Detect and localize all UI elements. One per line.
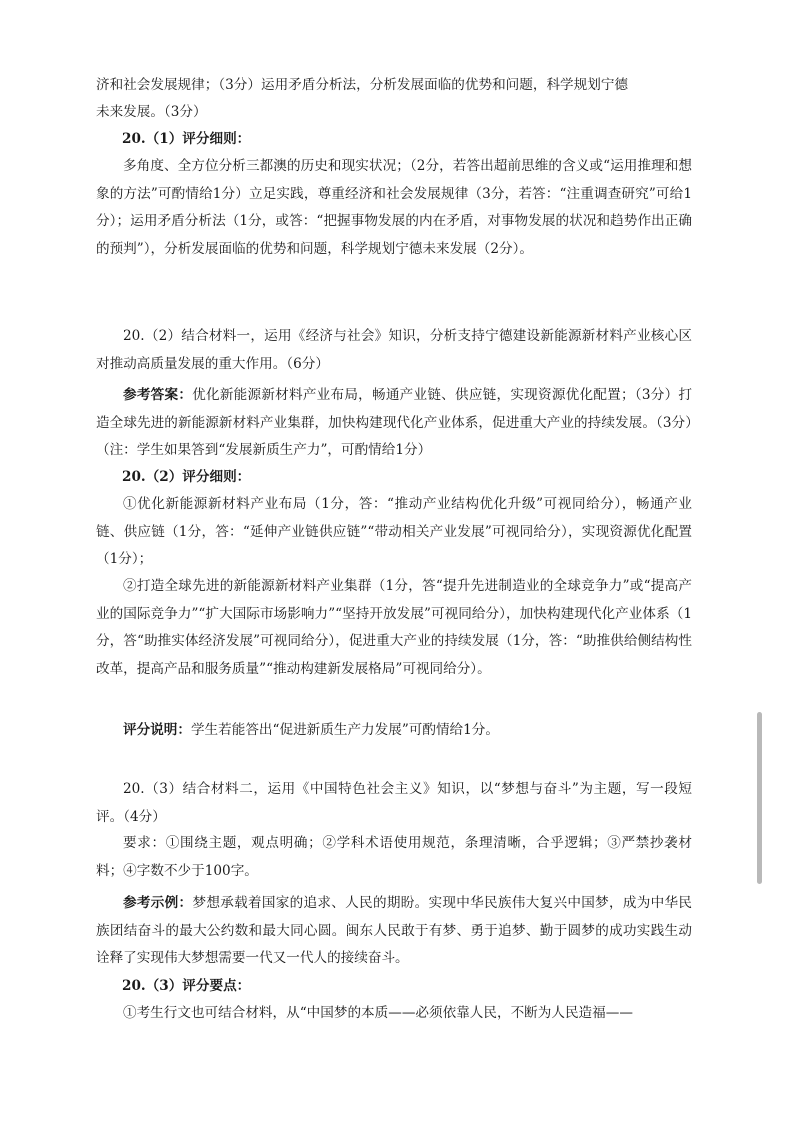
q20-2-answer-text: 优化新能源新材料产业布局，畅通产业链、供应链，实现资源优化配置；（3分）打造全球先进的新能源新材料产业集群，加快构建现代化产业体系，促进重大产业的持续发展。（3分）（注：学生如果答到“发展新质生产力”，可酌情给1分） bbox=[96, 387, 692, 458]
q20-2-rubric-item2: ②打造全球先进的新能源新材料产业集群（1分，答“提升先进制造业的全球竞争力”或“提高产业的国际竞争力”“扩大国际市场影响力”“坚持开放发展”可视同给分），加快构建现代化产业体系（1分，答“助推实体经济发展”可视同给分），促进重大产业的持续发展（1分，答：“助推供给侧结构性改革，提高产品和服务质量”“推动构建新发展格局”可视同给分）。 bbox=[96, 578, 692, 677]
q20-3-question: 20.（3）结合材料二，运用《中国特色社会主义》知识，以“梦想与奋斗”为主题，写一段短评。（4分） bbox=[96, 781, 692, 825]
vertical-scrollbar-thumb[interactable] bbox=[757, 712, 762, 884]
q20-1-rubric-body: 多角度、全方位分析三都澳的历史和现实状况；（2分，若答出超前思维的含义或“运用推理和想象的方法”可酌情给1分）立足实践，尊重经济和社会发展规律（3分，若答：“注重调查研究”可给1分）；运用矛盾分析法（1分，或答：“把握事物发展的内在矛盾，对事物发展的状况和趋势作出正确的预判”），分析发展面临的优势和问题，科学规划宁德未来发展（2分）。 bbox=[96, 158, 692, 257]
q20-3-points-heading: 20.（3）评分要点： bbox=[122, 978, 251, 994]
section19-tail-line2: 未来发展。（3分） bbox=[96, 104, 207, 120]
q20-3-points-item1: ①考生行文也可结合材料，从“中国梦的本质——必须依靠人民，不断为人民造福—— bbox=[123, 1005, 633, 1021]
q20-2-rubric-heading: 20.（2）评分细则： bbox=[122, 469, 251, 485]
q20-3-requirements: 要求：①围绕主题，观点明确；②学科术语使用规范，条理清晰，合乎逻辑；③严禁抄袭材料；④字数不少于100字。 bbox=[96, 835, 692, 879]
q20-3-sample-text: 梦想承载着国家的追求、人民的期盼。实现中华民族伟大复兴中国梦，成为中华民族团结奋斗的最大公约数和最大同心圆。闽东人民敢于有梦、勇于追梦、勤于圆梦的成功实践生动诠释了实现伟大梦想需要一代又一代人的接续奋斗。 bbox=[96, 895, 693, 966]
section19-tail-line1: 济和社会发展规律；（3分）运用矛盾分析法，分析发展面临的优势和问题，科学规划宁德 bbox=[96, 77, 629, 93]
q20-2-question: 20.（2）结合材料一，运用《经济与社会》知识，分析支持宁德建设新能源新材料产业核心区对推动高质量发展的重大作用。（6分） bbox=[96, 328, 692, 372]
q20-2-rubric-item1: ①优化新能源新材料产业布局（1分，答：“推动产业结构优化升级”可视同给分），畅通产业链、供应链（1分，答：“延伸产业链供应链”“带动相关产业发展”可视同给分），实现资源优化配置（1分）； bbox=[96, 496, 692, 567]
q20-1-rubric-heading: 20.（1）评分细则： bbox=[122, 131, 251, 147]
q20-2-note bbox=[96, 717, 692, 745]
q20-3-sample bbox=[96, 890, 692, 973]
q20-2-answer-label: 参考答案： bbox=[123, 387, 193, 403]
q20-2-note-text: 学生若能答出“促进新质生产力发展”可酌情给1分。 bbox=[190, 722, 499, 738]
q20-3-sample-label: 参考示例： bbox=[123, 895, 193, 911]
q20-2-note-label: 评分说明： bbox=[123, 722, 191, 738]
q20-2-answer bbox=[96, 382, 692, 465]
